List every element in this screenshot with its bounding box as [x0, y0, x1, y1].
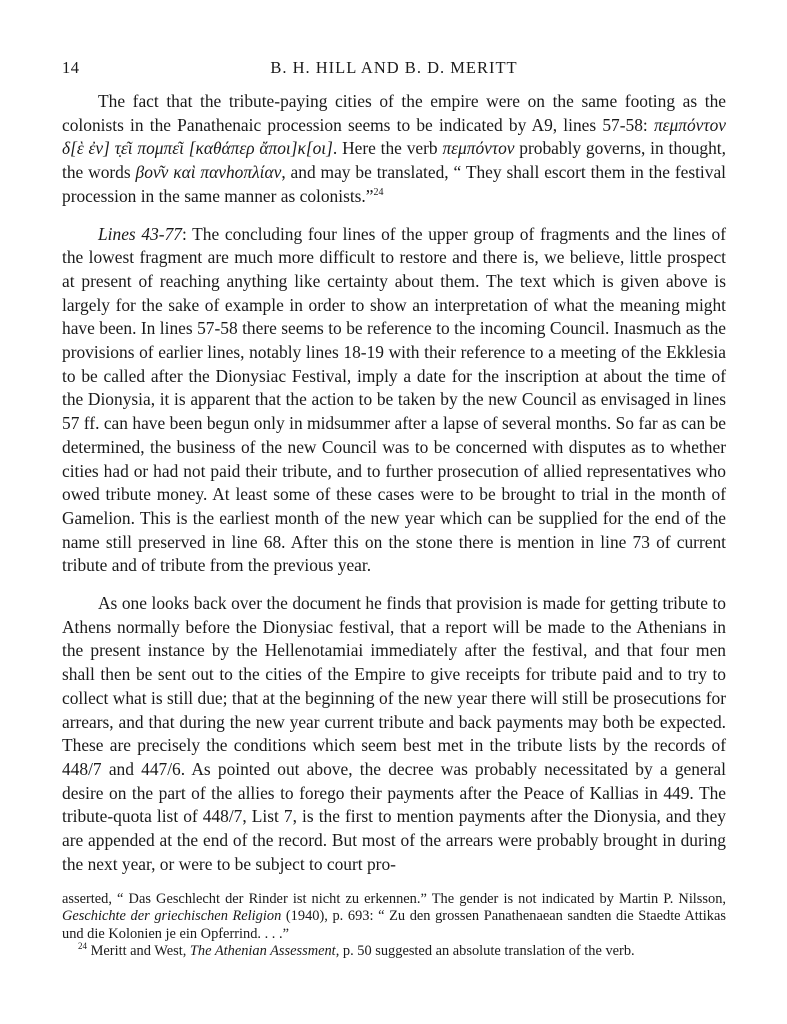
para2-lead: Lines 43-77 [98, 223, 182, 244]
footnote-24-title: The Athenian Assessment [189, 943, 336, 960]
para3-text: As one looks back over the document he finds that provision is made for getting tribute to Athens normally before the Dionysiac festival, that a report will be made to the Athenians in the present instance by the Hellenotamiai immediately after the festival, and that four men shall then be sent out to the cities of the Empire to give receipts for tribute paid and to try to collect what is still due; that at the beginning of the new year there will still be prosecutions for arrears, and that during the new year current tribute and back payments may both be expected. These are precisely the conditions which seem best met in the tribute lists by the records of 448/7 and 447/6. As pointed out above, the decree was probably necessitated by a general desire on the part of the allies to forego their payments after the Peace of Kallias in 449. The tribute-quota list of 448/7, List 7, is the first to mention payments after the Dionysia, and they are appended at the end of the record. But most of the arrears were probably brought in during the next year, or were to be subject to court pro- [62, 593, 726, 874]
footnote-continuation [62, 891, 726, 944]
para2-text: : The concluding four lines of the upper group of fragments and the lines of the lowest fragment are much more difficult to restore and there is, we believe, little prospect at present of reaching anything like certainty about them. The text which is given above is largely for the sake of example in order to show an interpretation of what the meaning might have been. In lines 57-58 there seems to be reference to the incoming Council. Inasmuch as the provisions of earlier lines, notably lines 18-19 with their reference to a meeting of the Ekklesia to be called after the Dionysiac Festival, imply a date for the inscription at about the time of the Dionysia, it is apparent that the action to be taken by the new Council as envisaged in lines 57 ff. can have been begun only in midsummer after a lapse of several months. So far as can be determined, the business of the new Council was to be concerned with disputes as to whether cities had or had not paid their tribute, and to further prosecution of allied representatives who owed tribute money. At least some of these cases were to be brought to trial in the month of Gamelion. This is the earliest month of the new year which can be supplied for the end of the name still preserved in line 68. After this on the stone there is mention in line 73 of current tribute and of tribute from the previous year. [62, 223, 727, 576]
footnote-cont-b: (1940), p. 693: “ Zu den grossen Panathenaean sandten die Staedte Attikas und die Kolonien je ein Opferrind. . . .” [62, 908, 726, 942]
running-head [62, 52, 726, 76]
paragraph-3 [62, 592, 726, 876]
paragraph-1 [62, 90, 726, 209]
footnote-24-b: , p. 50 suggested an absolute translation of the verb. [335, 943, 635, 960]
para1-text-d: , and may be translated, “ They shall escort them in the festival procession in the same manner as colonists.” [62, 162, 727, 206]
footnote-cont-title: Geschichte der griechischen Religion [62, 908, 282, 925]
para1-text-c: probably governs, in thought, the words [62, 138, 726, 183]
footnote-cont-a: asserted, “ Das Geschlecht der Rinder ist nicht zu erkennen.” The gender is not indicated by Martin P. Nilsson, [62, 890, 726, 907]
para1-text-b: . Here the verb [332, 138, 443, 159]
footnote-24-a: Meritt and West, [87, 943, 190, 960]
footnote-24 [62, 943, 726, 961]
page-number: 14 [62, 58, 80, 77]
paragraph-2 [62, 223, 726, 579]
greek-quote-2: πεμπόντον [442, 138, 515, 159]
greek-quote-1: πεμπόντον δ[ὲ ἐν] τ̣ε͂ι πομπε͂ι [καθάπερ ἄποι]κ[οι] [62, 114, 726, 159]
page [62, 52, 726, 961]
running-head-authors: B. H. HILL AND B. D. MERITT [270, 58, 518, 77]
footnote-ref-24[interactable]: 24 [373, 187, 384, 199]
greek-quote-3: βον͂ν καὶ πανhοπλίαν [135, 162, 282, 183]
footnote-24-number: 24 [78, 941, 87, 952]
para1-text-a: The fact that the tribute-paying cities of the empire were on the same footing as the colonists in the Panathenaic procession seems to be indicated by A9, lines 57-58: [62, 91, 726, 135]
footnotes [62, 891, 726, 961]
